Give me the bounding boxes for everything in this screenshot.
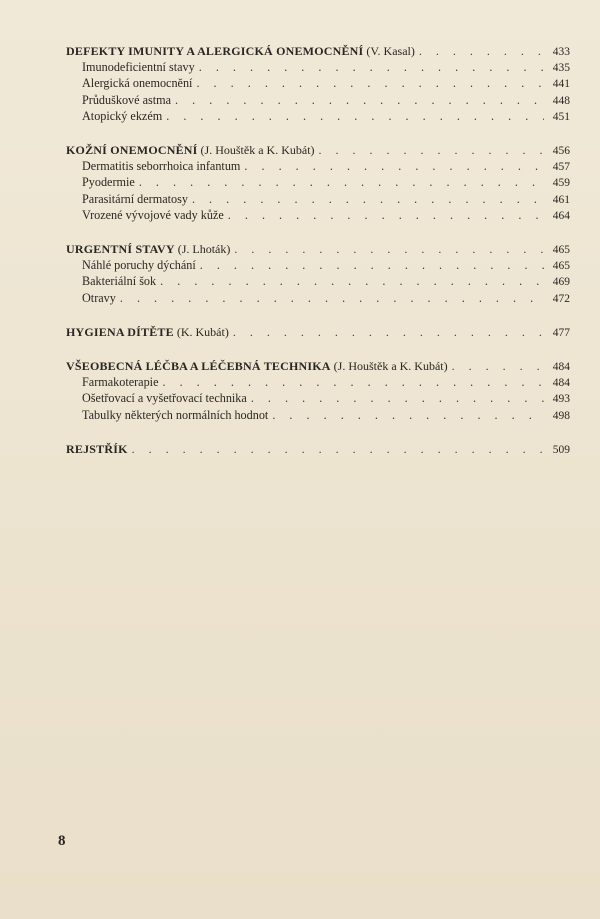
toc-chapter-row xyxy=(66,359,570,375)
entry-page-number: 464 xyxy=(552,209,570,222)
dot-leader xyxy=(272,408,544,423)
entry-title: Alergická onemocnění xyxy=(82,76,193,91)
dot-leader xyxy=(199,60,544,75)
toc-chapter-row xyxy=(66,44,570,60)
entry-title: Ošetřovací a vyšetřovací technika xyxy=(82,391,247,406)
chapter-author: (V. Kasal) xyxy=(366,44,415,58)
toc-chapter-row xyxy=(66,442,570,458)
chapter-title: KOŽNÍ ONEMOCNĚNÍ xyxy=(66,143,198,158)
chapter-title: DEFEKTY IMUNITY A ALERGICKÁ ONEMOCNĚNÍ xyxy=(66,44,364,58)
chapter-page-number: 484 xyxy=(552,361,570,374)
dot-leader xyxy=(233,325,544,340)
entry-title: Tabulky některých normálních hodnot xyxy=(82,407,269,422)
toc-entry-row xyxy=(66,159,570,175)
chapter-author: (J. Houštěk a K. Kubát) xyxy=(333,359,448,374)
dot-leader xyxy=(139,175,544,190)
entry-title: Pyodermie xyxy=(82,175,135,190)
chapter-title: HYGIENA DÍTĚTE xyxy=(66,324,174,339)
entry-title: Atopický ekzém xyxy=(82,108,163,123)
chapter-page-number: 433 xyxy=(552,46,570,58)
toc-chapter-row xyxy=(66,325,570,341)
dot-leader xyxy=(419,44,544,59)
dot-leader xyxy=(251,391,544,406)
dot-leader xyxy=(200,258,544,273)
dot-leader xyxy=(192,192,544,207)
entry-page-number: 441 xyxy=(552,78,570,91)
entry-page-number: 472 xyxy=(552,292,570,305)
entry-title: Vrozené vývojové vady kůže xyxy=(82,207,224,222)
dot-leader xyxy=(196,76,544,91)
entry-title: Farmakoterapie xyxy=(82,375,159,390)
toc-section xyxy=(66,143,570,224)
entry-page-number: 448 xyxy=(552,94,570,107)
entry-page-number: 498 xyxy=(552,409,570,422)
toc-entry-row xyxy=(66,60,570,76)
table-of-contents xyxy=(66,44,570,476)
entry-title: Parasitární dermatosy xyxy=(82,191,188,206)
dot-leader xyxy=(166,109,544,124)
chapter-author: (K. Kubát) xyxy=(176,324,229,339)
entry-title: Dermatitis seborrhoica infantum xyxy=(82,159,241,174)
chapter-title: VŠEOBECNÁ LÉČBA A LÉČEBNÁ TECHNIKA xyxy=(66,359,331,374)
page-number: 8 xyxy=(58,833,66,849)
toc-entry-row xyxy=(66,274,570,290)
chapter-author: (J. Lhoták) xyxy=(177,242,231,257)
dot-leader xyxy=(452,359,544,374)
toc-entry-row xyxy=(66,408,570,424)
toc-entry-row xyxy=(66,375,570,391)
toc-section xyxy=(66,442,570,458)
entry-page-number: 459 xyxy=(552,177,570,190)
entry-title: Bakteriální šok xyxy=(82,274,157,289)
chapter-page-number: 477 xyxy=(552,326,570,339)
entry-page-number: 457 xyxy=(552,161,570,174)
toc-entry-row xyxy=(66,192,570,208)
entry-page-number: 435 xyxy=(552,62,570,75)
toc-entry-row xyxy=(66,208,570,224)
dot-leader xyxy=(234,242,544,257)
entry-page-number: 484 xyxy=(552,377,570,390)
toc-entry-row xyxy=(66,76,570,92)
entry-page-number: 461 xyxy=(552,193,570,206)
toc-section xyxy=(66,44,570,125)
toc-section xyxy=(66,242,570,307)
toc-entry-row xyxy=(66,291,570,307)
dot-leader xyxy=(175,93,544,108)
entry-page-number: 493 xyxy=(552,393,570,406)
entry-title: Náhlé poruchy dýchání xyxy=(82,258,196,273)
dot-leader xyxy=(132,442,544,457)
entry-title: Otravy xyxy=(82,290,116,305)
entry-title: Imunodeficientní stavy xyxy=(82,60,195,75)
toc-chapter-row xyxy=(66,242,570,258)
toc-section xyxy=(66,325,570,341)
entry-page-number: 451 xyxy=(552,110,570,123)
entry-page-number: 465 xyxy=(552,260,570,273)
dot-leader xyxy=(319,143,544,158)
dot-leader xyxy=(244,159,544,174)
toc-entry-row xyxy=(66,258,570,274)
dot-leader xyxy=(160,274,544,289)
dot-leader xyxy=(162,375,544,390)
toc-entry-row xyxy=(66,391,570,407)
entry-title: Průduškové astma xyxy=(82,92,172,107)
toc-chapter-row xyxy=(66,143,570,159)
toc-entry-row xyxy=(66,109,570,125)
chapter-page-number: 465 xyxy=(552,244,570,257)
chapter-title: URGENTNÍ STAVY xyxy=(66,242,175,257)
toc-entry-row xyxy=(66,93,570,109)
toc-entry-row xyxy=(66,175,570,191)
dot-leader xyxy=(120,291,544,306)
chapter-page-number: 509 xyxy=(552,443,570,456)
chapter-author: (J. Houštěk a K. Kubát) xyxy=(200,143,315,158)
dot-leader xyxy=(228,208,544,223)
chapter-title: REJSTŘÍK xyxy=(66,441,128,456)
chapter-page-number: 456 xyxy=(552,145,570,158)
entry-page-number: 469 xyxy=(552,276,570,289)
toc-section xyxy=(66,359,570,424)
